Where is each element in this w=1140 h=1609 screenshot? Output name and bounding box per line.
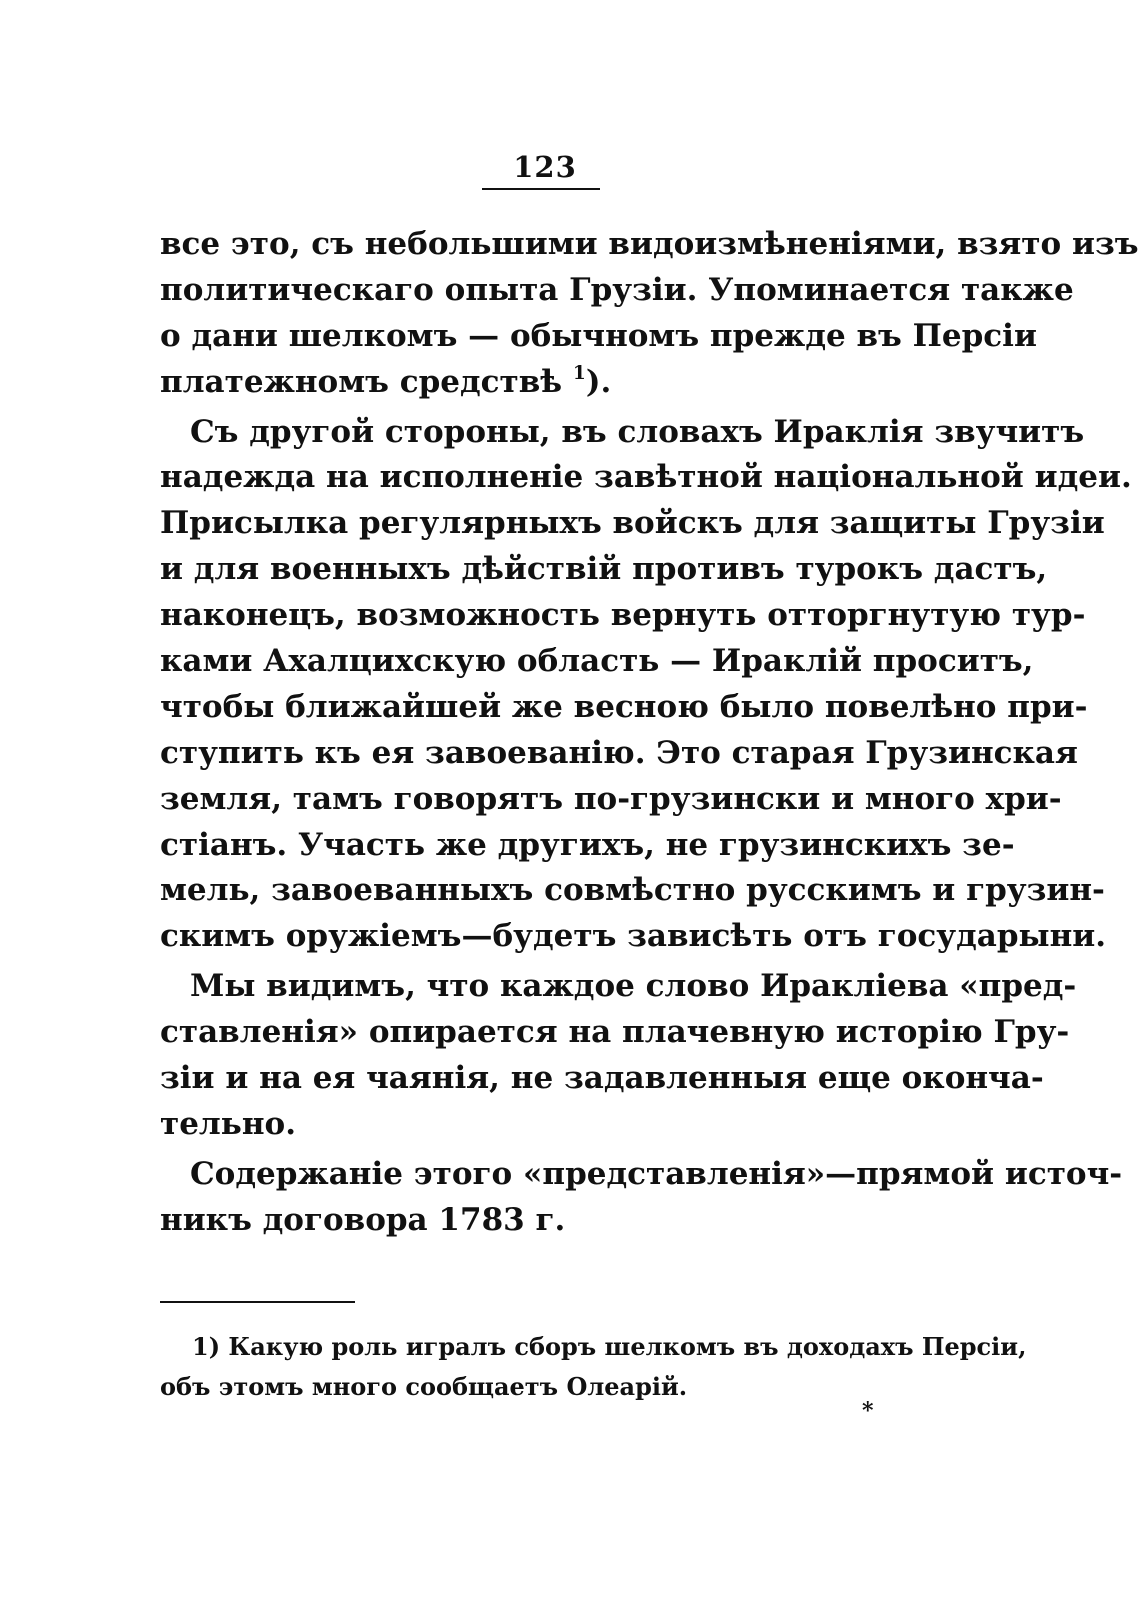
- paragraph-1-line-4-text: платежномъ средствѣ: [160, 363, 563, 400]
- paragraph-3-line-4: тельно.: [160, 1105, 296, 1142]
- paragraph-1-line-3: о дани шелкомъ — обычномъ прежде въ Персіи: [160, 317, 1037, 354]
- paragraph-2-line-4: и для военныхъ дѣйствій противъ турокъ дастъ,: [160, 551, 1048, 588]
- footnote-1-line-1: [160, 1327, 1027, 1367]
- body-text: [160, 222, 1139, 1244]
- paragraph-2-line-12: скимъ оружіемъ—будетъ зависѣть отъ государыни.: [160, 918, 1107, 955]
- paragraph-2-line-10: стіанъ. Участь же другихъ, не грузинскихъ зе-: [160, 826, 1015, 863]
- paragraph-2-line-8: ступить къ ея завоеванію. Это старая Грузинская: [160, 734, 1078, 771]
- footnote-reference: 1: [572, 362, 586, 384]
- page-number: 123: [513, 150, 577, 184]
- footnote-1-line-2: объ этомъ много сообщаетъ Олеарій.: [160, 1372, 688, 1401]
- signature-mark: *: [862, 1398, 874, 1424]
- paragraph-1-line-4-tail: ).: [585, 363, 612, 400]
- paragraph-1-line-2: политическаго опыта Грузіи. Упоминается также: [160, 271, 1074, 308]
- footnote-1-marker: 1): [192, 1332, 221, 1361]
- paragraph-4-line-1: Содержаніе этого «представленія»—прямой источ-: [190, 1155, 1123, 1192]
- paragraph-2-line-9: земля, тамъ говорятъ по-грузински и много хри-: [160, 780, 1062, 817]
- paragraph-3-line-2: ставленія» опирается на плачевную исторію Гру-: [160, 1014, 1070, 1051]
- paragraph-2-line-6: ками Ахалцихскую область — Ираклій проситъ,: [160, 643, 1034, 680]
- paragraph-2-line-5: наконецъ, возможность вернуть отторгнутую тур-: [160, 597, 1086, 634]
- paragraph-2-line-7: чтобы ближайшей же весною было повелѣно при-: [160, 688, 1088, 725]
- footnote-separator: [160, 1301, 355, 1303]
- paragraph-3-line-3: зіи и на ея чаянія, не задавленныя еще оконча-: [160, 1060, 1044, 1097]
- paragraph-2-line-2: надежда на исполненіе завѣтной національной идеи.: [160, 459, 1132, 496]
- paragraph-3-line-1: Мы видимъ, что каждое слово Иракліева «пред-: [190, 968, 1077, 1005]
- paragraph-2-line-11: мель, завоеванныхъ совмѣстно русскимъ и грузин-: [160, 872, 1105, 909]
- footnotes: [160, 1327, 1027, 1407]
- paragraph-4-line-2: никъ договора 1783 г.: [160, 1201, 566, 1238]
- page-number-rule: [482, 188, 600, 190]
- footnote-1-text-1: Какую роль игралъ сборъ шелкомъ въ доходахъ Персіи,: [228, 1332, 1027, 1361]
- paragraph-1-line-4: [160, 360, 930, 406]
- paragraph-1-line-1: все это, съ небольшими видоизмѣненіями, взято изъ: [160, 226, 1139, 262]
- paragraph-2-line-1: Съ другой стороны, въ словахъ Ираклія звучитъ: [190, 413, 1085, 450]
- paragraph-2-line-3: Присылка регулярныхъ войскъ для защиты Грузіи: [160, 505, 1105, 542]
